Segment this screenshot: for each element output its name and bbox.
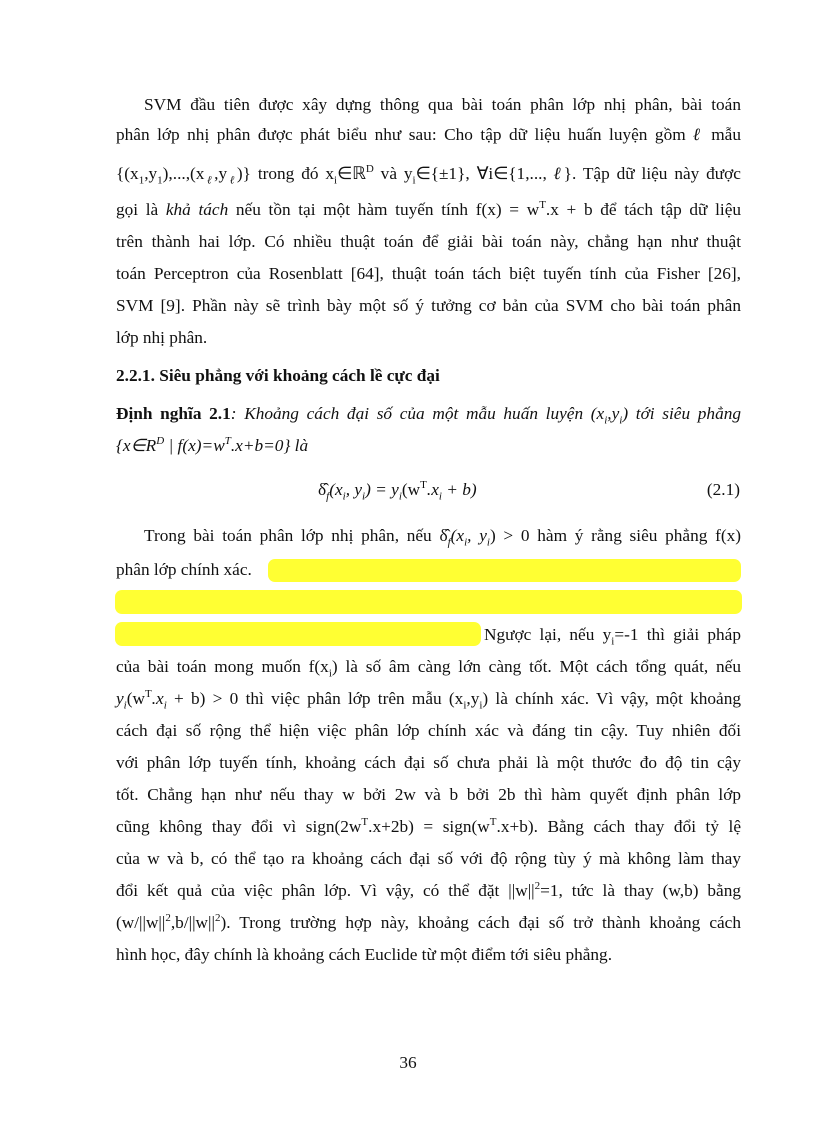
paragraph-line: $(w/||w||^2,b/||w||^2)$. Trong trường hợp này, khoảng cách đại số trở thành khoảng cách [116, 912, 741, 932]
paragraph-line: phân lớp nhị phân được phát biểu như sau: Cho tập dữ liệu huấn luyện gồm ℓ mẫu [116, 125, 741, 144]
paragraph-line: tốt. Chẳng hạn như nếu thay w bởi 2w và b bởi 2b thì hàm quyết định phân lớp [116, 785, 741, 804]
paragraph-line: đổi kết quả của việc phân lớp. Vì vậy, có thể đặt $||w||^2=1$, tức là thay (w,b) bằng [116, 880, 741, 900]
paragraph-line: cách đại số rộng thể hiện việc phân lớp chính xác và đáng tin cậy. Tuy nhiên đối [116, 721, 741, 740]
paragraph-line: $y_i(w^T.x_i + b) > 0$ thì việc phân lớp trên mẫu $(x_i,y_i)$ là chính xác. Vì vậy, một khoảng [116, 688, 741, 712]
paragraph-line: toán Perceptron của Rosenblatt [64], thuật toán tách biệt tuyến tính của Fisher [26], [116, 264, 741, 283]
section-heading: 2.2.1. Siêu phẳng với khoảng cách lề cực đại [116, 366, 440, 385]
paragraph-line: phân lớp chính xác. [116, 560, 252, 579]
definition-line: {$x\in R^D$ | $f(x)=w^T.x+b=0$} là [116, 435, 309, 455]
highlight-mark [268, 559, 741, 582]
equation-2-1: $\deltâ_f(x_i$, $y_i) = y_i(w^T.x_i + b)$ [318, 479, 477, 503]
definition-line: Định nghĩa 2.1: Khoảng cách đại số của một mẫu huấn luyện $(x_i,y_i)$ tới siêu phẳng [116, 404, 741, 427]
highlight-mark [115, 590, 742, 614]
equation-number: (2.1) [706, 480, 740, 499]
paragraph-line: SVM [9]. Phần này sẽ trình bày một số ý tưởng cơ bản của SVM cho bài toán phân [116, 296, 741, 315]
paragraph-line: của w và b, có thể tạo ra khoảng cách đại số với độ rộng tùy ý mà không làm thay [116, 849, 741, 868]
definition-label: Định nghĩa 2.1 [116, 404, 231, 423]
paragraph-line: với phân lớp tuyến tính, khoảng cách đại số chưa phải là một thước đo độ tin cậy [116, 753, 741, 772]
paragraph-line: $\{(x_1,y_1),...,(x_\ell,y_\ell)\}$ trong đó $x_i\in ℝ^D$ và $y_i\in\{\pm 1\}$, ∀i∈{1,..., ℓ}. Tập dữ liệu này được [116, 163, 741, 187]
paragraph-line: Ngược lại, nếu $y_i=-1$ thì giải pháp [484, 625, 741, 648]
paragraph-line: cũng không thay đổi vì $sign(2w^T.x+2b)$ = $sign(w^T.x+b)$. Bằng cách thay đổi tỷ lệ [116, 816, 741, 836]
paragraph-line: hình học, đây chính là khoảng cách Euclide từ một điểm tới siêu phẳng. [116, 945, 613, 964]
paragraph-line: SVM đầu tiên được xây dựng thông qua bài toán phân lớp nhị phân, bài toán [144, 95, 741, 114]
paragraph-line: Trong bài toán phân lớp nhị phân, nếu $\deltâ_f(x_i$, $y_i) > 0$ hàm ý rằng siêu phẳng f(x) [144, 526, 741, 549]
paragraph-line: gọi là khả tách nếu tồn tại một hàm tuyến tính $f(x) = w^T.x + b$ để tách tập dữ liệu [116, 199, 741, 219]
paragraph-line: lớp nhị phân. [116, 328, 208, 347]
paragraph-line: của bài toán mong muốn $f(x_i)$ là số âm càng lớn càng tốt. Một cách tổng quát, nếu [116, 657, 741, 680]
paragraph-line: trên thành hai lớp. Có nhiều thuật toán để giải bài toán này, chẳng hạn như thuật [116, 232, 741, 251]
highlight-mark [115, 622, 481, 646]
page-number: 36 [399, 1053, 417, 1072]
